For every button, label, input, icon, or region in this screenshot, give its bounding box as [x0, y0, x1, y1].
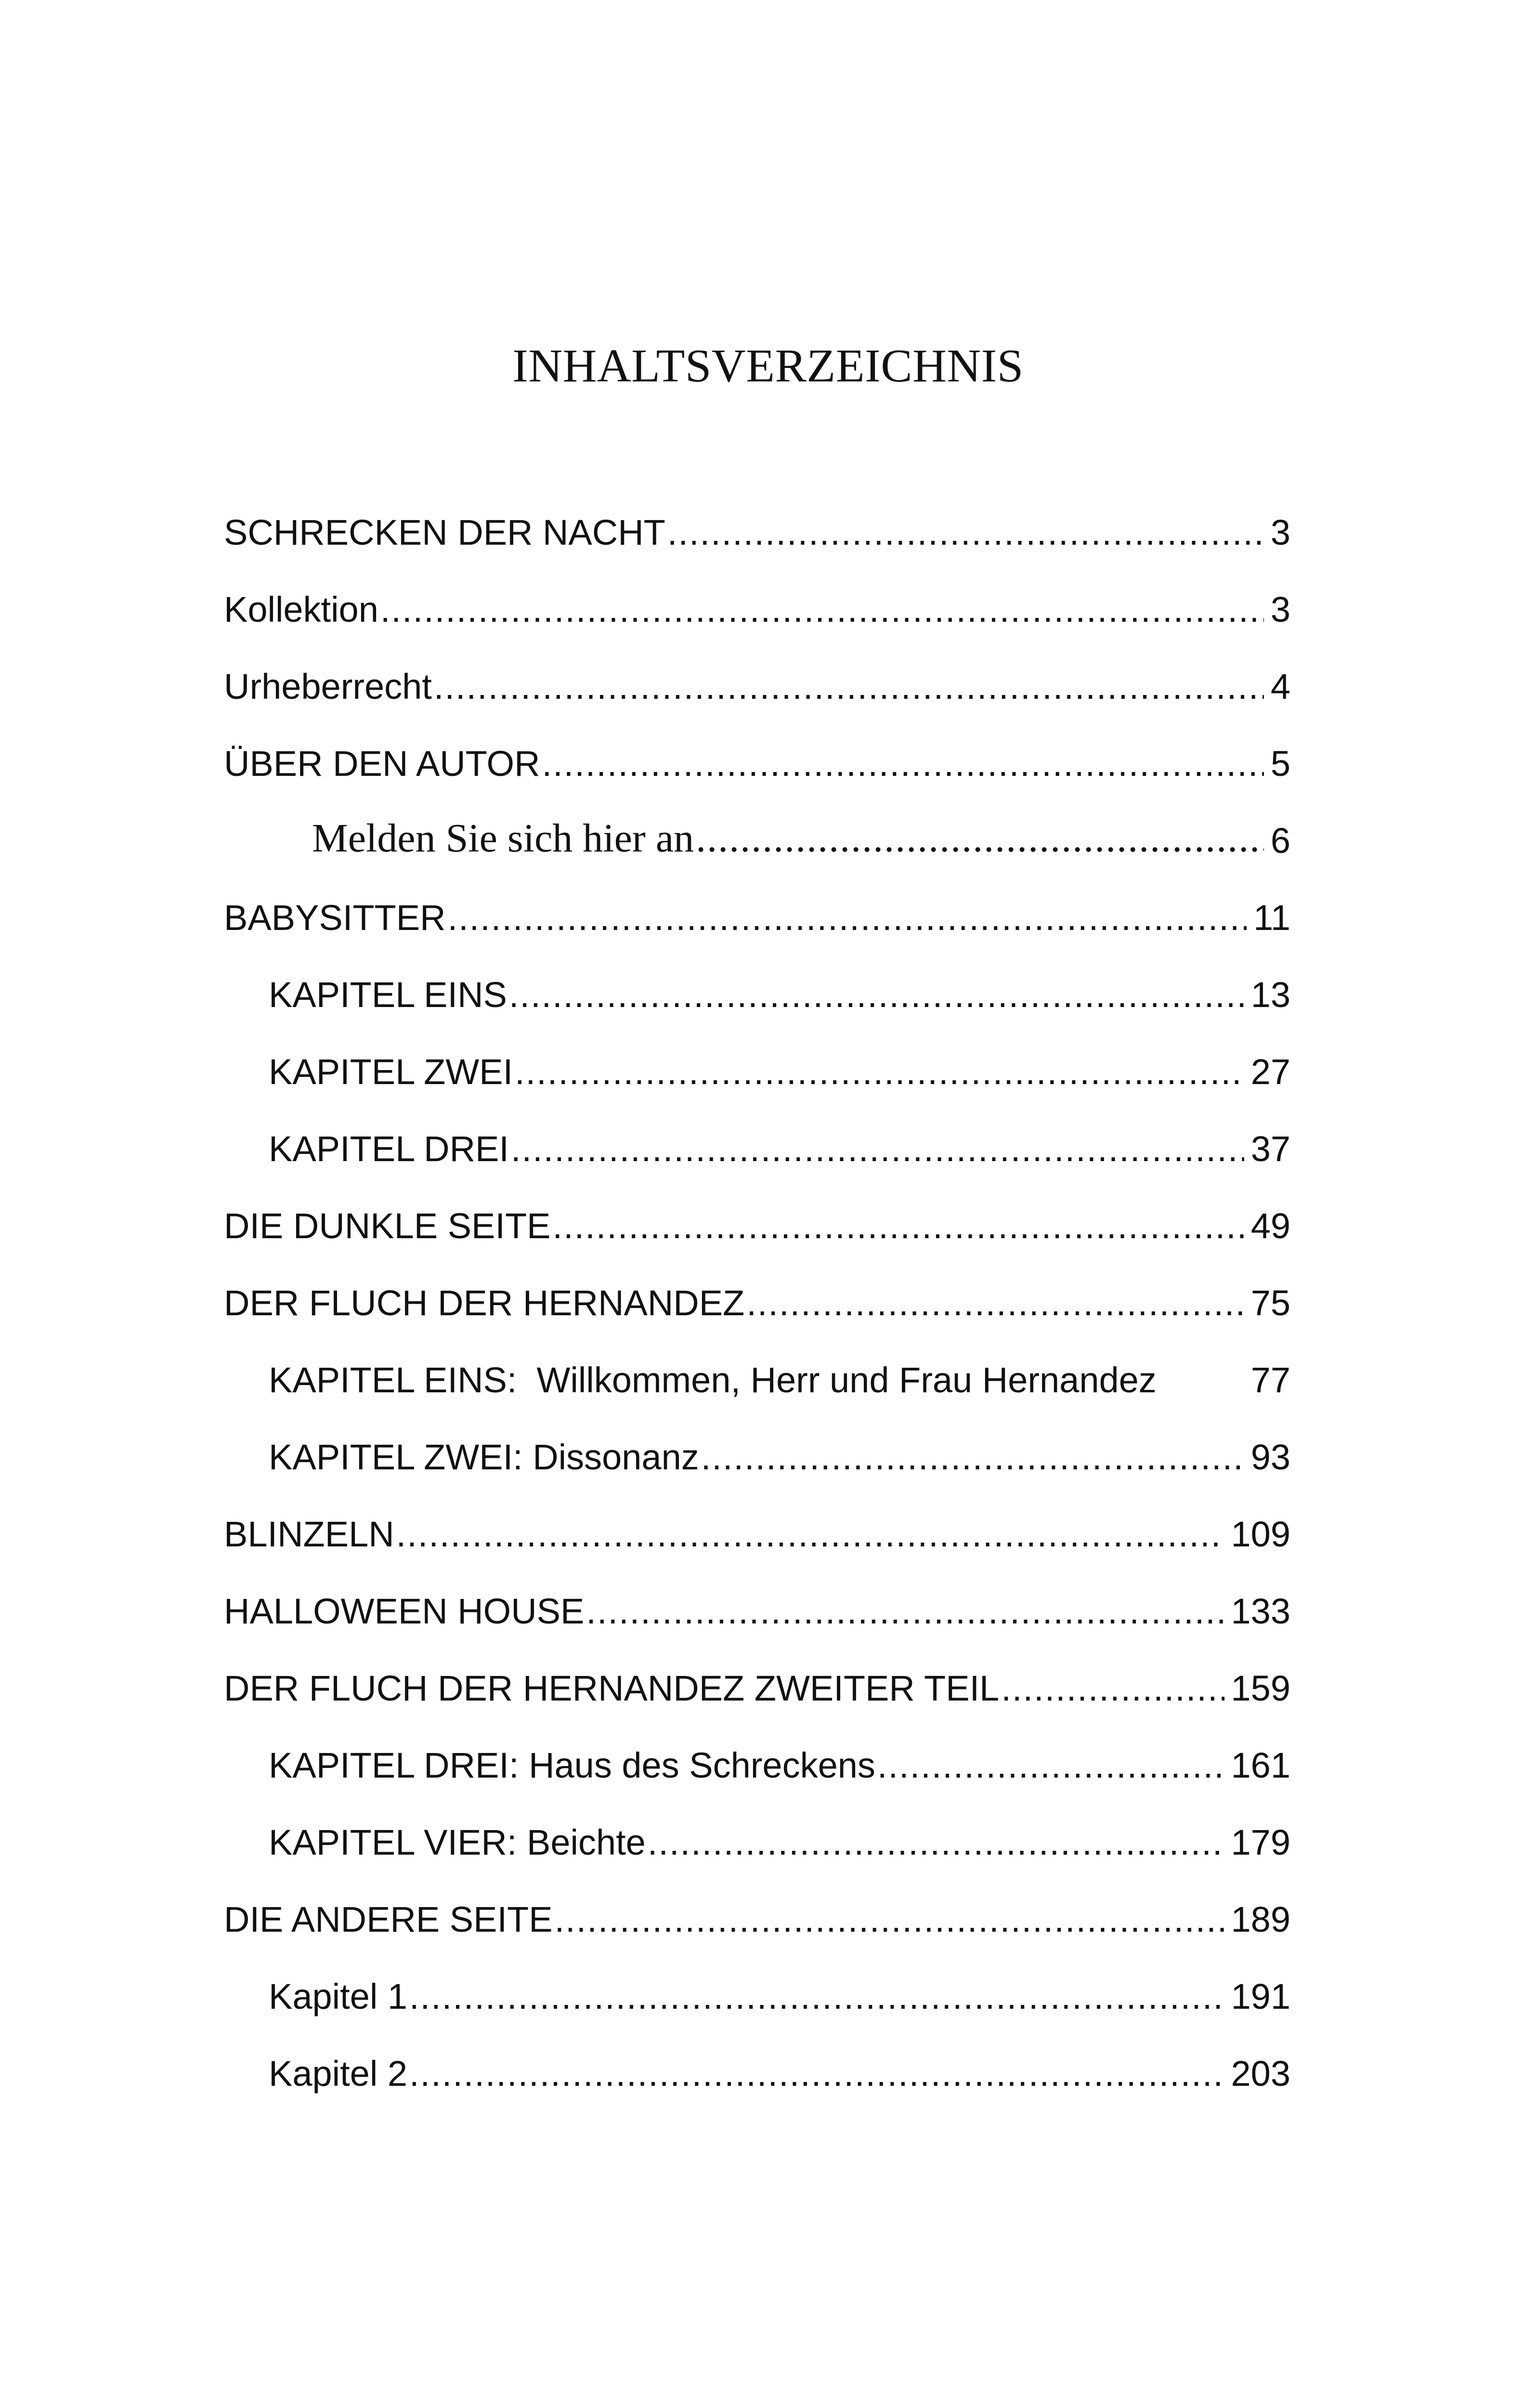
- toc-entry[interactable]: [224, 497, 1290, 550]
- toc-leader: [409, 1979, 1224, 2015]
- toc-leader: [1001, 1671, 1224, 1706]
- toc-page-number: 11: [1253, 898, 1290, 938]
- toc-entry[interactable]: [224, 1191, 1290, 1244]
- toc-entry[interactable]: [224, 652, 1290, 705]
- toc-page-number: 5: [1270, 744, 1290, 784]
- toc-entry-title: SCHRECKEN DER NACHT: [224, 512, 665, 552]
- toc-entry[interactable]: [224, 1653, 1290, 1706]
- toc-entry-title: DER FLUCH DER HERNANDEZ ZWEITER TEIL: [224, 1668, 1000, 1708]
- toc-entry-title: KAPITEL VIER: Beichte: [269, 1822, 646, 1862]
- toc-entry[interactable]: [269, 1730, 1290, 1783]
- toc-entry-title: KAPITEL DREI: Haus des Schreckens: [269, 1745, 875, 1785]
- toc-page-number: 77: [1250, 1360, 1290, 1400]
- toc-entry-title: DIE DUNKLE SEITE: [224, 1206, 551, 1246]
- toc-leader: [434, 669, 1264, 705]
- toc-page-number: 27: [1250, 1052, 1290, 1092]
- toc-page-number: 179: [1231, 1822, 1290, 1862]
- toc-entry-title: KAPITEL EINS: Willkommen, Herr und Frau Hernandez: [269, 1360, 1157, 1400]
- toc-entry-title: KAPITEL EINS: [269, 975, 507, 1015]
- toc-entry-title: Kapitel 2: [269, 2054, 407, 2094]
- toc-entry[interactable]: [269, 1962, 1290, 2015]
- toc-entry[interactable]: [224, 1576, 1290, 1629]
- toc-entry[interactable]: [224, 883, 1290, 936]
- toc-entry[interactable]: [312, 806, 1290, 859]
- toc-entry-title: Kapitel 1: [269, 1976, 407, 2016]
- toc-entry[interactable]: [269, 1114, 1290, 1167]
- toc-entry-title: BLINZELN: [224, 1514, 394, 1554]
- toc-entry[interactable]: [224, 729, 1290, 782]
- toc-entry-title: ÜBER DEN AUTOR: [224, 744, 540, 784]
- toc-entry-title: Kollektion: [224, 589, 378, 629]
- toc-leader: [555, 1902, 1224, 1937]
- toc-page-number: 203: [1231, 2054, 1290, 2094]
- toc-entry[interactable]: [269, 1037, 1290, 1090]
- toc-entry[interactable]: [224, 575, 1290, 628]
- toc-entry[interactable]: [269, 1345, 1290, 1398]
- toc-page-number: 189: [1231, 1899, 1290, 1939]
- toc-entry[interactable]: [269, 1422, 1290, 1475]
- toc-entry-title: BABYSITTER: [224, 898, 446, 938]
- toc-page-number: 3: [1270, 589, 1290, 629]
- toc-page-number: 3: [1270, 512, 1290, 552]
- toc-entry[interactable]: [269, 960, 1290, 1013]
- toc-page-number: 13: [1250, 975, 1290, 1015]
- toc-page-number: 6: [1270, 821, 1290, 861]
- toc-leader: [509, 977, 1244, 1013]
- toc-page-number: 4: [1270, 667, 1290, 707]
- toc-page-number: 191: [1231, 1976, 1290, 2016]
- toc-entry[interactable]: [224, 1885, 1290, 1937]
- toc-entry-title: HALLOWEEN HOUSE: [224, 1591, 585, 1631]
- toc-leader: [542, 746, 1264, 782]
- toc-entry[interactable]: [224, 1499, 1290, 1552]
- toc-page-number: 133: [1231, 1591, 1290, 1631]
- toc-leader: [648, 1825, 1224, 1860]
- toc-leader: [448, 900, 1247, 936]
- toc-leader: [380, 592, 1264, 628]
- toc-entry[interactable]: [224, 1268, 1290, 1321]
- toc-leader: [696, 818, 1264, 859]
- toc-entry-title: DIE ANDERE SEITE: [224, 1899, 553, 1939]
- toc-leader: [701, 1440, 1244, 1475]
- toc-page-number: 161: [1231, 1745, 1290, 1785]
- toc-leader: [746, 1285, 1244, 1321]
- toc-page-number: 49: [1250, 1206, 1290, 1246]
- toc-page-number: 109: [1231, 1514, 1290, 1554]
- toc-page-number: 93: [1250, 1437, 1290, 1477]
- toc-leader: [586, 1594, 1224, 1629]
- page-title: INHALTSVERZEICHNIS: [512, 340, 1024, 392]
- toc-entry-title: KAPITEL ZWEI: [269, 1052, 513, 1092]
- toc-leader: [409, 2056, 1224, 2092]
- toc-leader: [396, 1517, 1224, 1552]
- toc-entry-title: Urheberrecht: [224, 667, 432, 707]
- toc-entry-title: KAPITEL DREI: [269, 1129, 509, 1169]
- toc-entry-title: Melden Sie sich hier an: [312, 816, 694, 861]
- toc-entry-title: DER FLUCH DER HERNANDEZ: [224, 1283, 745, 1323]
- toc-leader: [877, 1748, 1224, 1783]
- toc-leader: [553, 1208, 1244, 1244]
- toc-page-number: 159: [1231, 1668, 1290, 1708]
- toc-leader: [667, 515, 1264, 550]
- toc-entry[interactable]: [269, 2039, 1290, 2092]
- toc-entry-title: KAPITEL ZWEI: Dissonanz: [269, 1437, 699, 1477]
- toc-page-number: 75: [1250, 1283, 1290, 1323]
- toc-leader: [515, 1054, 1244, 1090]
- toc-entry[interactable]: [269, 1807, 1290, 1860]
- toc-page-number: 37: [1250, 1129, 1290, 1169]
- toc-leader: [511, 1131, 1244, 1167]
